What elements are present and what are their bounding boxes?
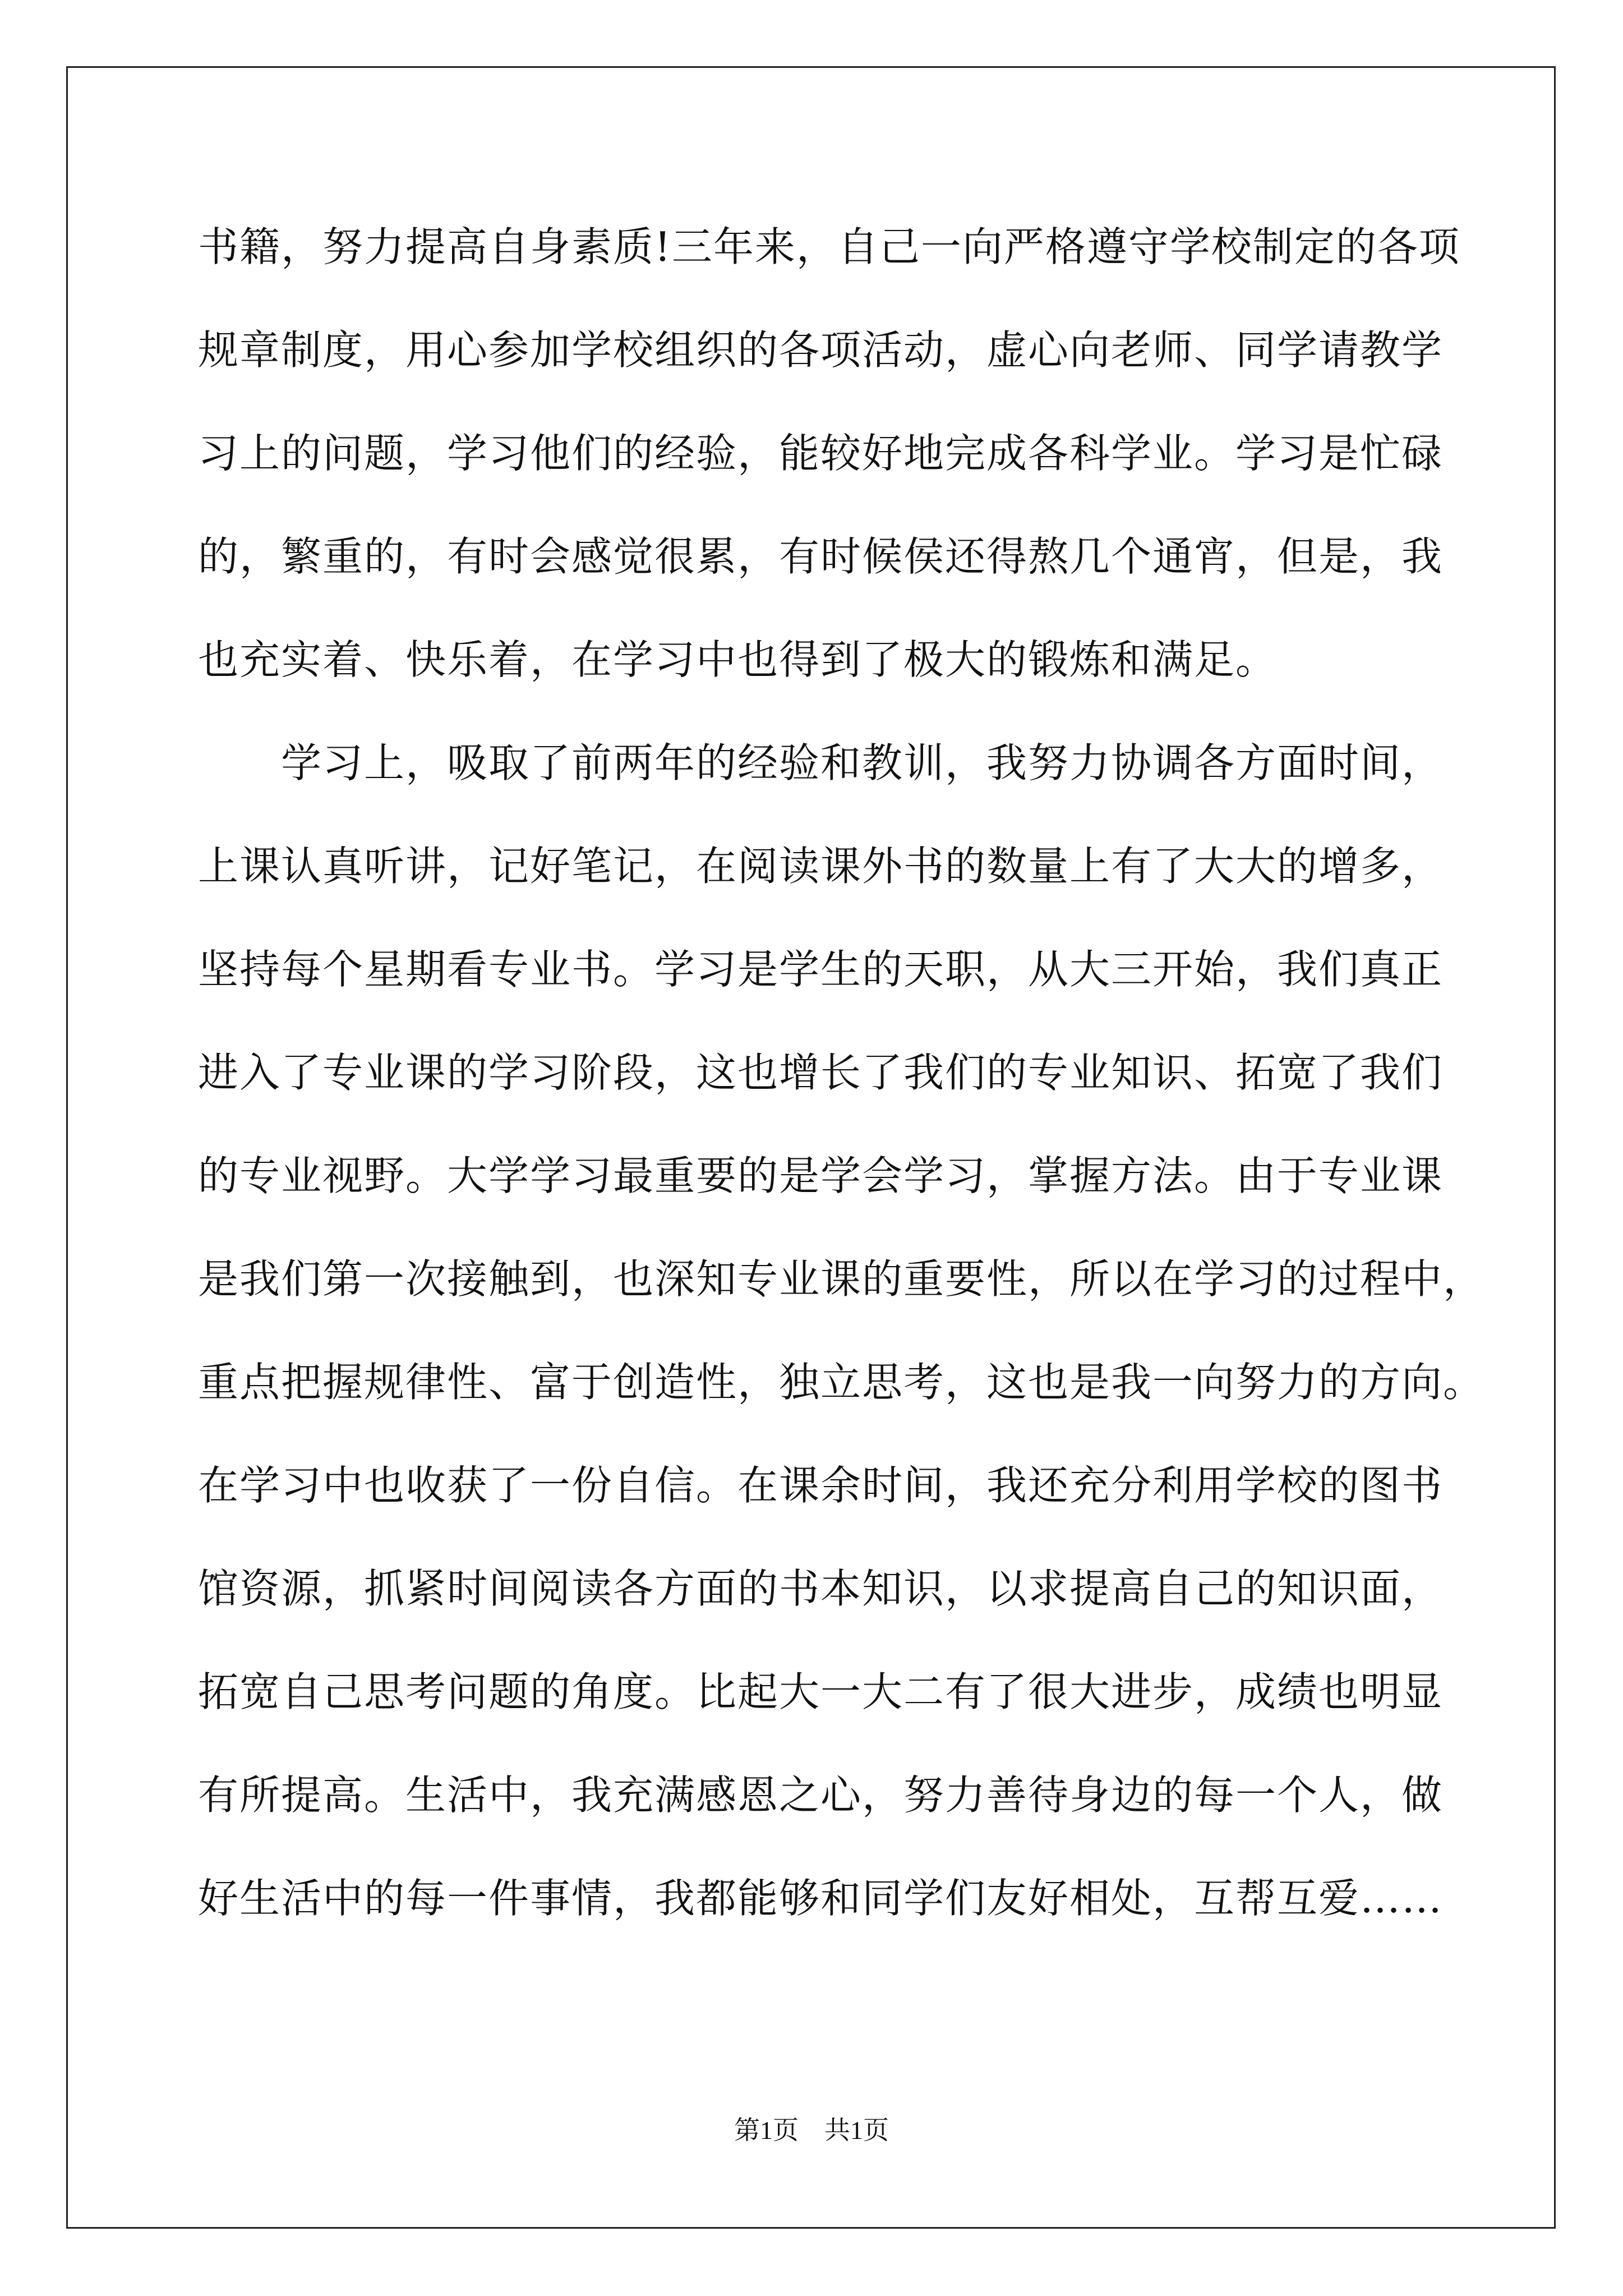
text-line: 是我们第一次接触到，也深知专业课的重要性，所以在学习的过程中， bbox=[198, 1255, 1485, 1303]
page-footer: 第1页 共1页 bbox=[734, 2116, 889, 2145]
text-line: 书籍，努力提高自身素质!三年来，自己一向严格遵守学校制定的各项 bbox=[198, 223, 1460, 270]
text-line: 上课认真听讲，记好笔记，在阅读课外书的数量上有了大大的增多， bbox=[198, 843, 1444, 890]
text-line: 有所提高。生活中，我充满感恩之心，努力善待身边的每一个人，做 bbox=[198, 1772, 1444, 1819]
text-line: 重点把握规律性、富于创造性，独立思考，这也是我一向努力的方向。 bbox=[198, 1359, 1485, 1406]
text-line: 也充实着、快乐着，在学习中也得到了极大的锻炼和满足。 bbox=[198, 636, 1278, 683]
text-line: 在学习中也收获了一份自信。在课余时间，我还充分利用学校的图书 bbox=[198, 1462, 1444, 1509]
text-line: 的，繁重的，有时会感觉很累，有时候侯还得熬几个通宵，但是，我 bbox=[198, 533, 1444, 580]
text-line: 习上的问题，学习他们的经验，能较好地完成各科学业。学习是忙碌 bbox=[198, 430, 1444, 477]
text-line: 学习上，吸取了前两年的经验和教训，我努力协调各方面时间， bbox=[198, 739, 1444, 786]
text-line: 坚持每个星期看专业书。学习是学生的天职，从大三开始，我们真正 bbox=[198, 946, 1444, 993]
text-line: 馆资源，抓紧时间阅读各方面的书本知识，以求提高自己的知识面， bbox=[198, 1565, 1444, 1612]
text-line: 好生活中的每一件事情，我都能够和同学们友好相处，互帮互爱…… bbox=[198, 1875, 1444, 1922]
text-line: 拓宽自己思考问题的角度。比起大一大二有了很大进步，成绩也明显 bbox=[198, 1668, 1444, 1715]
text-line: 进入了专业课的学习阶段，这也增长了我们的专业知识、拓宽了我们 bbox=[198, 1049, 1444, 1096]
text-line: 的专业视野。大学学习最重要的是学会学习，掌握方法。由于专业课 bbox=[198, 1152, 1444, 1199]
text-line: 规章制度，用心参加学校组织的各项活动，虚心向老师、同学请教学 bbox=[198, 326, 1444, 374]
